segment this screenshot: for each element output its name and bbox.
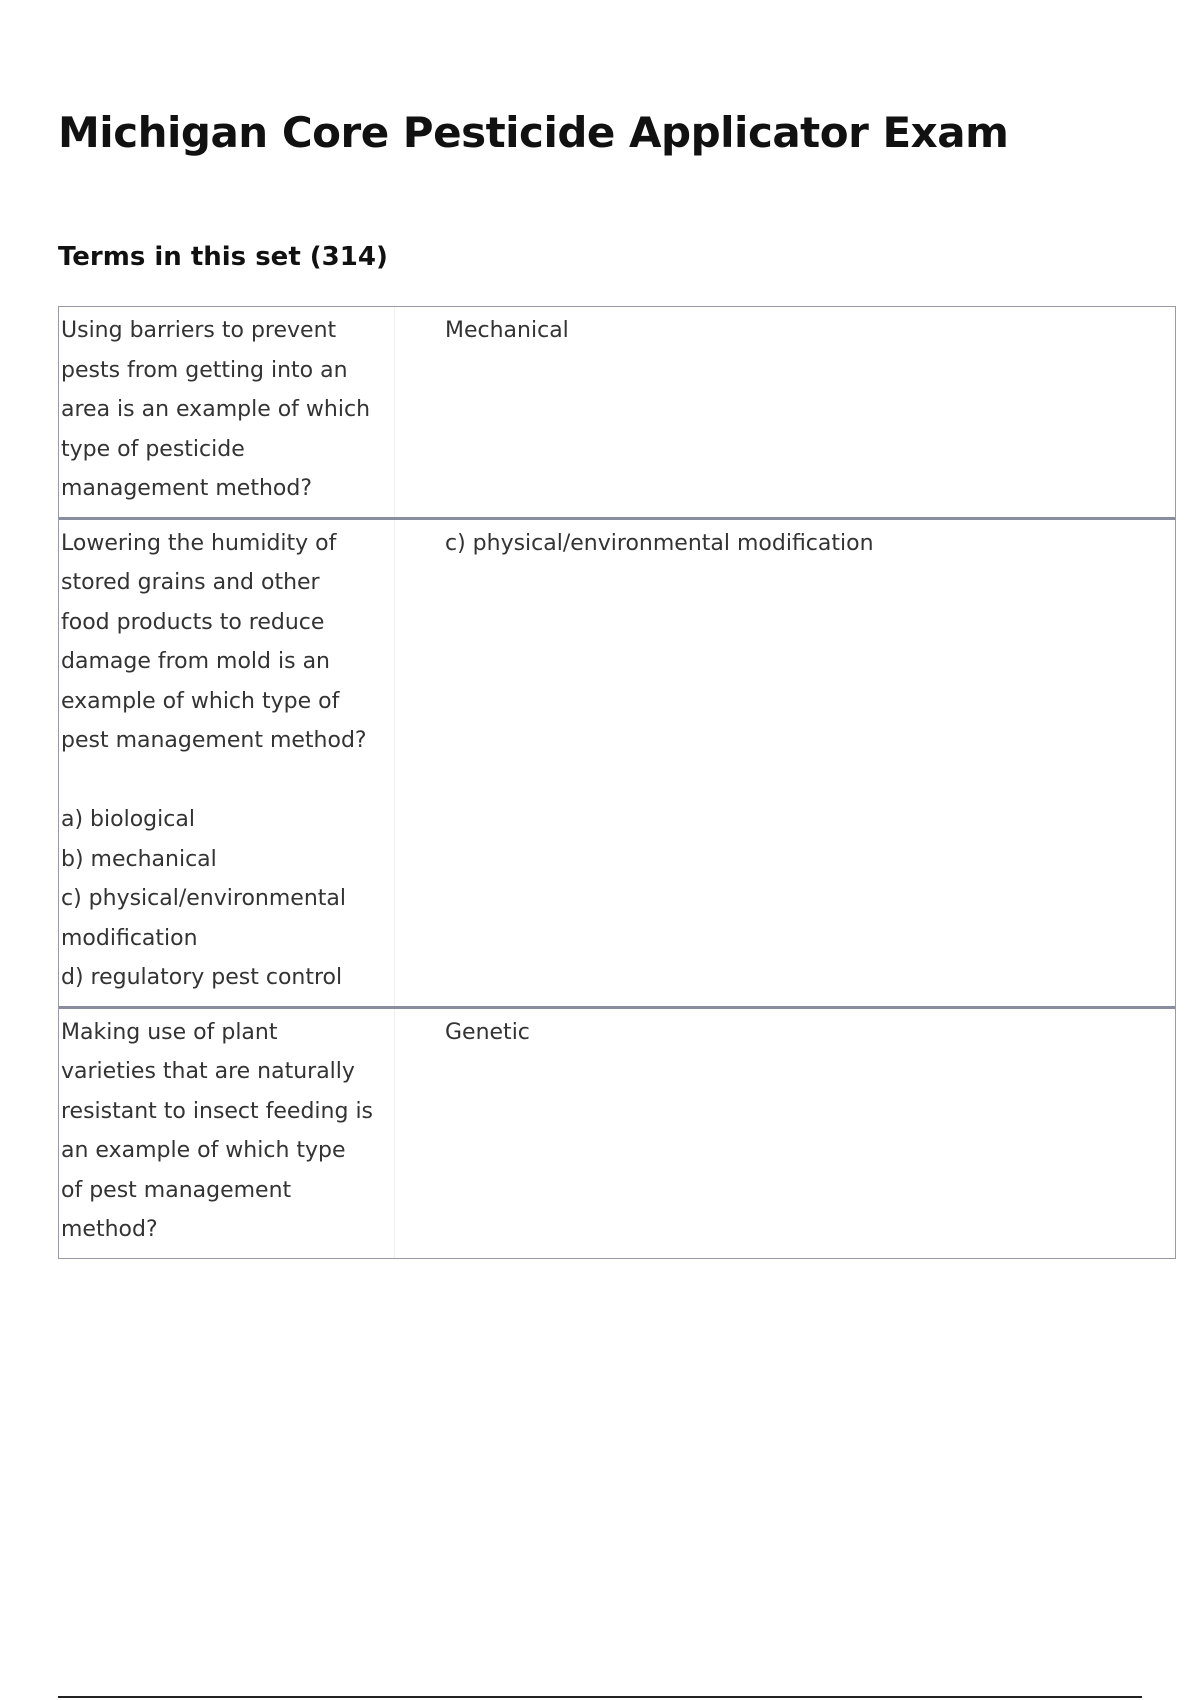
table-row bbox=[59, 1006, 1175, 1258]
table-row bbox=[59, 517, 1175, 1006]
definition-cell: Genetic bbox=[445, 1019, 530, 1045]
footer-divider bbox=[58, 1696, 1142, 1698]
term-cell: Using barriers to prevent pests from getting into an area is an example of which type of pesticide management method? bbox=[59, 307, 395, 517]
terms-table bbox=[58, 306, 1176, 1259]
terms-count-heading: Terms in this set (314) bbox=[58, 242, 388, 272]
term-cell: Making use of plant varieties that are naturally resistant to insect feeding is an example of which type of pest management method? bbox=[59, 1009, 395, 1258]
definition-cell: c) physical/environmental modification bbox=[445, 530, 874, 556]
page-title: Michigan Core Pesticide Applicator Exam bbox=[58, 108, 1009, 157]
table-row bbox=[59, 307, 1175, 517]
definition-cell: Mechanical bbox=[445, 318, 569, 343]
term-cell: Lowering the humidity of stored grains and other food products to reduce damage from mold is an example of which type of pest management method? a) biological b) mechanical c) physical/environmental modification d) regulatory pest control bbox=[59, 520, 395, 1006]
